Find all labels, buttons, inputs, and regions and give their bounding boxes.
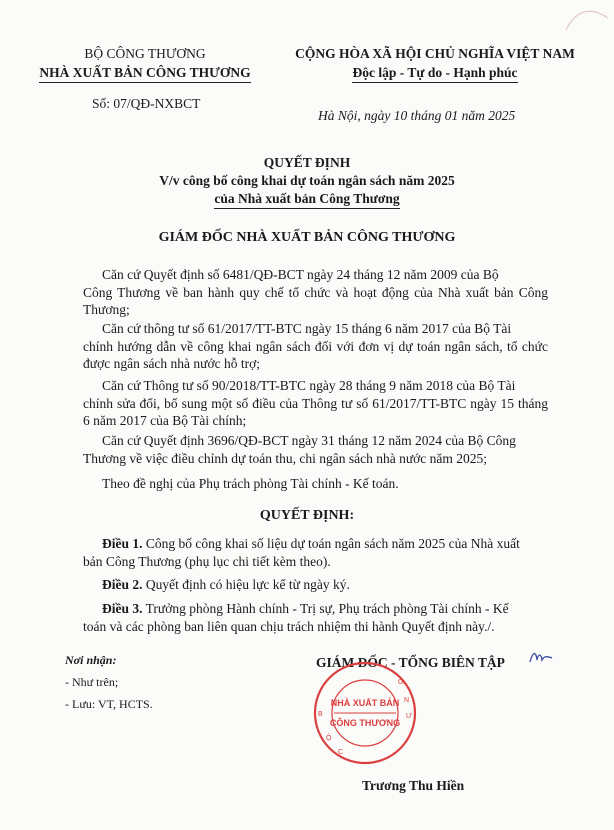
recipients — [65, 649, 153, 715]
motto: Độc lập - Tự do - Hạnh phúc — [270, 63, 600, 83]
signatory-title: GIÁM ĐỐC - TỔNG BIÊN TẬP — [316, 655, 505, 670]
document-title — [0, 154, 614, 209]
svg-text:Ộ: Ộ — [326, 735, 332, 742]
recipient-item: - Lưu: VT, HCTS. — [65, 697, 153, 711]
article-3-label: Điều 3. — [102, 601, 143, 616]
country-name: CỘNG HÒA XÃ HỘI CHỦ NGHĨA VIỆT NAM — [295, 46, 575, 61]
title-heading: QUYẾT ĐỊNH — [263, 155, 351, 170]
publisher-name: NHÀ XUẤT BẢN CÔNG THƯƠNG — [20, 63, 270, 83]
consideration-5: Theo đề nghị của Phụ trách phòng Tài chính - Kế toán. — [102, 476, 399, 491]
consideration-3: Căn cứ Thông tư số 90/2018/TT-BTC ngày 28 tháng 9 năm 2018 của Bộ Tài chính sửa đổi, bổ sung một số điều của Thông tư số 61/2017/TT-BTC ngày 15 tháng 6 năm 2017 của Bộ Tài chính; — [83, 378, 548, 428]
stamp-text-line-1: NHÀ XUẤT BẢN — [330, 698, 400, 708]
subject-line-2: của Nhà xuất bản Công Thương — [0, 190, 614, 209]
national-heading — [270, 44, 600, 83]
faint-mark — [560, 0, 614, 40]
consideration-2: Căn cứ thông tư số 61/2017/TT-BTC ngày 15 tháng 6 năm 2017 của Bộ Tài chính hướng dẫn về công khai ngân sách đối với đơn vị dự toán ngân sách, tổ chức được ngân sách nhà nước hỗ trợ; — [83, 321, 548, 371]
issue-date: Hà Nội, ngày 10 tháng 01 năm 2025 — [318, 108, 516, 123]
svg-text:B: B — [318, 711, 323, 718]
director-heading: GIÁM ĐỐC NHÀ XUẤT BẢN CÔNG THƯƠNG — [158, 230, 456, 245]
recipient-item: - Như trên; — [65, 675, 119, 689]
article-1-label: Điều 1. — [102, 536, 143, 551]
article-2: Điều 2. Quyết định có hiệu lực kể từ ngày ký. — [102, 577, 350, 592]
issuer-block — [20, 44, 270, 83]
ministry-name: BỘ CÔNG THƯƠNG — [84, 46, 206, 61]
decide-heading: QUYẾT ĐỊNH: — [259, 508, 355, 523]
article-1: Điều 1. Công bố công khai số liệu dự toán ngân sách năm 2025 của Nhà xuất bản Công Thương (phụ lục chi tiết kèm theo). — [83, 536, 520, 569]
consideration-1: Căn cứ Quyết định số 6481/QĐ-BCT ngày 24 tháng 12 năm 2009 của Bộ Công Thương về ban hành quy chế tổ chức và hoạt động của Nhà xuất bản Công Thương; — [83, 267, 548, 317]
article-3: Điều 3. Trưởng phòng Hành chính - Trị sự, Phụ trách phòng Tài chính - Kế toán và các phòng ban liên quan chịu trách nhiệm thi hành Quyết định này./. — [83, 601, 509, 634]
svg-text:C: C — [338, 749, 344, 756]
svg-text:Ư: Ư — [406, 713, 412, 720]
signer-name: Trương Thu Hiền — [362, 778, 465, 793]
document-number: Số: 07/QĐ-NXBCT — [92, 96, 201, 111]
official-stamp — [312, 660, 418, 766]
article-2-label: Điều 2. — [102, 577, 143, 592]
consideration-4: Căn cứ Quyết định 3696/QĐ-BCT ngày 31 tháng 12 năm 2024 của Bộ Công Thương về việc điều chỉnh dự toán thu, chi ngân sách nhà nước năm 2025; — [83, 433, 516, 466]
recipients-heading: Nơi nhận: — [65, 653, 117, 667]
stamp-text-line-2: CÔNG THƯƠNG — [329, 718, 401, 728]
svg-text:N: N — [404, 697, 410, 704]
svg-text:G: G — [398, 679, 404, 686]
initials-signature — [528, 648, 554, 666]
subject-line-1: V/v công bố công khai dự toán ngân sách năm 2025 — [159, 173, 455, 188]
